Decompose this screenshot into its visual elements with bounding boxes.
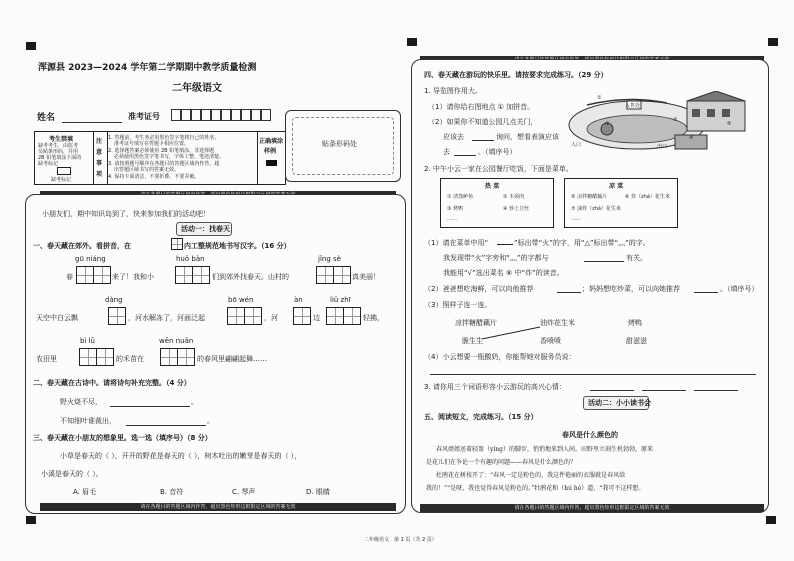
candidate-info-box: 考生禁填 缺考考生，由监考 员贴条形码，并用 2B 铅笔填涂下面的 缺考标记 缺考标记 注意事项 1. 答题前，考生务必用黑色签字笔将自己的姓名、 准考证号填写在答题卡相应位置。 2. 选择题答案必须使用 2B 铅笔填涂，非选择题 必须使用黑色签字笔书写，字体工整，笔迹清楚。 3. 请按照题号顺序在各题目的答题区域内作答，超 出答题区域书写的答案无效。 4. 保持卡面清洁，不要折叠、不要弄破。 正确填涂 样例 — [34, 131, 286, 185]
write-box[interactable] — [293, 307, 311, 325]
write-box[interactable] — [326, 307, 344, 325]
write-box[interactable] — [108, 307, 126, 325]
registration-mark — [26, 42, 36, 50]
poem-answer-line[interactable] — [110, 406, 190, 407]
example-box — [171, 238, 183, 250]
q5-title: 五、阅读短文，完成练习。（15 分） — [424, 413, 538, 421]
fill-line[interactable] — [590, 390, 634, 391]
option-a: A. 眉毛 — [73, 488, 97, 496]
page-number: 二年级语文 第 1 页（共 2 页） — [364, 537, 437, 543]
activity2-sign: 活动二：小小读书会 — [583, 396, 649, 410]
match-item[interactable]: 香喷喷 — [540, 337, 561, 345]
menu-cold: 凉 菜 ⑤ 凉拌糖醋藕片 ⑥ 炸（zhá）花生米 ⑦ 油炸（zhá）花生米 …… — [564, 178, 678, 228]
q1-title: 一、春天藏在郊外。看拼音，在 — [33, 242, 131, 250]
option-c: C. 琴声 — [232, 488, 256, 496]
option-b: B. 音符 — [160, 488, 184, 496]
passage-title: 春风是什么颜色的 — [562, 430, 618, 439]
exam-title: 浑源县 2023—2024 学年第二学期期中教学质量检测 — [38, 63, 257, 73]
registration-mark — [407, 38, 417, 46]
write-box[interactable] — [333, 266, 351, 284]
intro-text: 小朋友们，期中知识岛到了，快来参加我们的活动吧！ — [42, 210, 210, 218]
absent-mark-box[interactable] — [57, 167, 71, 175]
answer-area-notice: 请在各题目的答题区域内作答，超出黑色矩形边框限定区域的答案无效 — [40, 503, 396, 511]
write-box[interactable] — [79, 348, 97, 366]
registration-mark — [768, 38, 778, 46]
write-box[interactable] — [160, 348, 178, 366]
fill-line[interactable] — [557, 292, 581, 293]
barcode-area — [285, 110, 401, 182]
match-item[interactable]: 油炸花生米 — [540, 319, 575, 327]
subject-title: 二年级语文 — [172, 83, 222, 94]
match-item[interactable]: 甜滋滋 — [626, 337, 647, 345]
answer-line[interactable] — [430, 374, 756, 375]
write-box[interactable] — [96, 348, 114, 366]
fill-line[interactable] — [472, 140, 494, 141]
name-field[interactable] — [62, 122, 122, 123]
write-box[interactable] — [192, 266, 210, 284]
write-box[interactable] — [93, 266, 111, 284]
fill-line[interactable] — [694, 292, 718, 293]
match-item[interactable]: 凉拌糖醋藕片 — [455, 319, 497, 327]
fill-sample-label: 正确填涂 — [259, 138, 284, 145]
write-box[interactable] — [316, 266, 334, 284]
match-item[interactable]: 烤鸭 — [628, 319, 642, 327]
write-box[interactable] — [177, 348, 195, 366]
notes-label: 注意事项 — [96, 138, 103, 178]
poem-answer-line[interactable] — [126, 425, 206, 426]
fill-line[interactable] — [694, 390, 738, 391]
fill-sample-mark — [266, 160, 277, 166]
q3-title: 三、春天藏在小朋友的想象里。选一选（填序号）（8 分） — [33, 434, 212, 442]
write-box[interactable] — [175, 266, 193, 284]
activity1-sign: 活动一：找春天 — [176, 222, 232, 236]
write-box[interactable] — [227, 307, 245, 325]
park-map-illustration: ① 入售处 ② ③ ④ ⑤ 入口 出口 — [567, 91, 753, 153]
menu-hot: 热 菜 ① 清蒸鲈鱼 ② 木须肉 ③ 烤鸭 ④ 炒土豆丝 …… — [440, 178, 554, 228]
fill-line[interactable] — [642, 390, 686, 391]
id-label: 准考证号 — [128, 112, 160, 121]
option-d: D. 眼睛 — [306, 488, 330, 496]
match-example-line — [480, 325, 550, 341]
id-cells[interactable] — [171, 109, 279, 121]
write-box[interactable] — [244, 307, 262, 325]
name-label: 姓名 — [37, 113, 56, 123]
q1-title-2: 内工整规范地书写汉字。（16 分） — [184, 242, 291, 250]
passage-body: 春风姐姐送着轻盈（yíng）的脚步，悄悄地来到人间。田野里立刻生机勃勃，原来 是花儿们在争论一个有趣的问题——春风是什么颜色的？ 杜鹃花在树枝开了：“春风一定是粉色的，我这件艳丽的衣服就是春风给 我的！”“是呀，我也觉得春风是粉色的。”牡鹃花和（hú hé）道，“我可不这样想。 — [426, 446, 654, 492]
barcode-label: 贴条形码处 — [322, 140, 357, 148]
write-box[interactable] — [343, 307, 361, 325]
match-item[interactable]: 脆生生 — [462, 337, 483, 345]
answer-area-notice: 请在各题目的答题区域内作答，超出黑色矩形边框限定区域的答案无效 — [420, 504, 764, 512]
fill-line[interactable] — [454, 155, 476, 156]
fill-line[interactable] — [584, 261, 624, 262]
registration-mark — [26, 516, 36, 524]
write-box[interactable] — [76, 266, 94, 284]
q2-title: 二、春天藏在古诗中。请将诗句补充完整。（4 分） — [33, 379, 191, 387]
q4-title: 四、春天藏在游玩的快乐里。请按要求完成练习。（29 分） — [424, 71, 608, 79]
registration-mark — [766, 516, 776, 524]
